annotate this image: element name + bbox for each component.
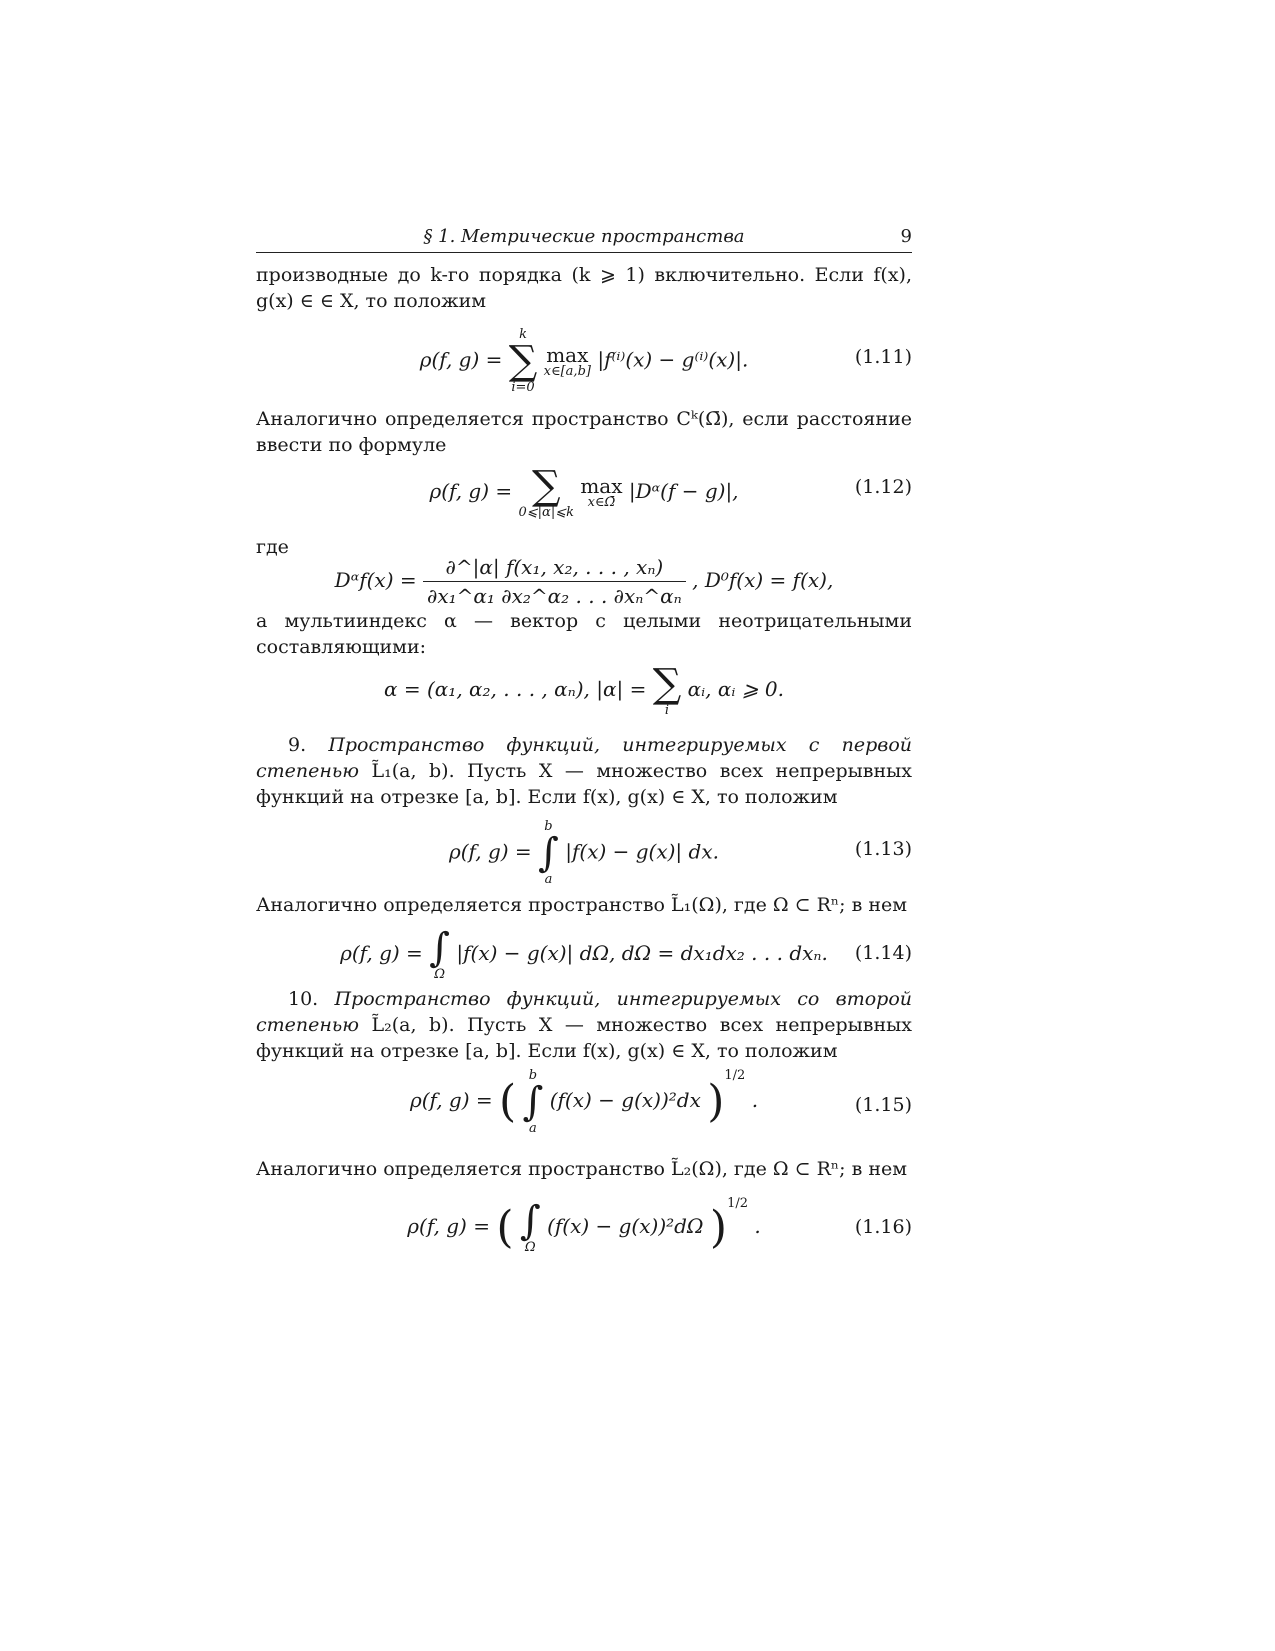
eqa-sum-bottom: i <box>664 703 670 718</box>
paragraph-4: а мультииндекс α — вектор с целыми неотрицательными составляющими: <box>256 610 912 658</box>
left-paren-icon: ( <box>498 1076 517 1127</box>
eqa-sum <box>652 661 682 718</box>
eq16-lhs: ρ(f, g) = <box>407 1214 490 1238</box>
eq16-end: . <box>754 1214 761 1238</box>
eq14-int-bottom: Ω <box>434 967 445 982</box>
paragraph-5 <box>256 732 912 810</box>
eq16-number: (1.16) <box>854 1216 912 1238</box>
paragraph-2: Аналогично определяется пространство Cᵏ(Ω̄), если расстояние ввести по формуле <box>256 408 912 456</box>
eq12-sum-bottom: 0⩽|α|⩽k <box>518 505 574 520</box>
equation-1-15 <box>256 1068 912 1140</box>
eq12-max-sub: x∈Ω̄ <box>587 495 616 510</box>
eq12-number: (1.12) <box>854 476 912 498</box>
equation-1-13 <box>256 819 912 887</box>
eq12-body: |Dᵅ(f − g)|, <box>628 479 739 503</box>
eq13-integral <box>538 820 559 886</box>
p7-body: L̃₂(a, b). Пусть X — множество всех непрерывных функций на отрезке [a, b]. Если f(x), g(x) ∈ X, то положим <box>256 1014 912 1062</box>
integral-symbol-icon: ∫ <box>522 1078 544 1125</box>
p5-body: L̃₁(a, b). Пусть X — множество всех непрерывных функций на отрезке [a, b]. Если f(x), g(x) ∈ X, то положим <box>256 760 912 808</box>
eq16-power: 1/2 <box>727 1196 748 1211</box>
eqd-numerator: ∂^|α| f(x₁, x₂, . . . , xₙ) <box>423 555 686 582</box>
eqd-denominator: ∂x₁^α₁ ∂x₂^α₂ . . . ∂xₙ^αₙ <box>426 584 682 608</box>
equation-multiindex <box>256 661 912 720</box>
eq11-sum-top: k <box>519 327 527 342</box>
eq11-number: (1.11) <box>854 346 912 368</box>
eq15-end: . <box>751 1088 759 1112</box>
right-paren-icon: ) <box>709 1202 728 1253</box>
integral-symbol-icon: ∫ <box>538 830 559 876</box>
eq15-int-bottom: a <box>529 1120 537 1136</box>
eq13-int-bottom: a <box>544 872 553 887</box>
p7-heading: Пространство функций, интегрируемых со второй степенью <box>256 988 912 1036</box>
eq12-max <box>580 476 622 509</box>
page-number: 9 <box>900 226 912 247</box>
paragraph-8: Аналогично определяется пространство L̃₂(Ω), где Ω ⊂ Rⁿ; в нем <box>256 1158 908 1180</box>
eq11-sum-bottom: i=0 <box>511 380 535 395</box>
eq15-power: 1/2 <box>724 1068 746 1083</box>
p5-number: 9. <box>288 734 307 756</box>
eq12-lhs: ρ(f, g) = <box>429 479 513 503</box>
eq15-integral <box>523 1069 544 1135</box>
paragraph-3: где <box>256 536 289 558</box>
equation-1-14 <box>256 925 912 984</box>
eq13-lhs: ρ(f, g) = <box>449 839 532 864</box>
eq11-max-op: max <box>546 342 589 367</box>
eq14-integral <box>429 925 451 982</box>
eq16-integral <box>519 1198 541 1255</box>
p5-heading: Пространство функций, интегрируемых с первой степенью <box>256 734 912 782</box>
eq13-int-top: b <box>544 819 553 834</box>
eq14-body: |f(x) − g(x)| dΩ, dΩ = dx₁dx₂ . . . dxₙ. <box>456 941 828 965</box>
eq13-body: |f(x) − g(x)| dx. <box>565 839 719 864</box>
eq11-lhs: ρ(f, g) = <box>419 347 503 372</box>
running-title: § 1. Метрические пространства <box>423 226 745 247</box>
paragraph-6: Аналогично определяется пространство L̃₁(Ω), где Ω ⊂ Rⁿ; в нем <box>256 894 908 916</box>
eqd-rhs: , D⁰f(x) = f(x), <box>692 568 834 592</box>
eq15-lhs: ρ(f, g) = <box>409 1088 493 1112</box>
paragraph-1: производные до k-го порядка (k ⩾ 1) включительно. Если f(x), g(x) ∈ ∈ X, то положим <box>256 264 912 312</box>
eq13-number: (1.13) <box>854 838 912 860</box>
eq11-max <box>543 342 591 379</box>
eq12-sum <box>518 463 574 520</box>
equation-1-11 <box>256 327 912 395</box>
eqa-lhs: α = (α₁, α₂, . . . , αₙ), |α| = <box>384 677 647 701</box>
sum-symbol-icon: ∑ <box>652 661 682 707</box>
left-paren-icon: ( <box>496 1202 514 1253</box>
eq11-body: |f⁽ⁱ⁾(x) − g⁽ⁱ⁾(x)|. <box>597 347 749 372</box>
eq12-max-op: max <box>580 474 623 498</box>
integral-symbol-icon: ∫ <box>519 1198 541 1244</box>
eq16-body: (f(x) − g(x))²dΩ <box>547 1214 704 1238</box>
eq15-number: (1.15) <box>854 1094 912 1116</box>
equation-1-16 <box>256 1196 912 1262</box>
p7-number: 10. <box>288 988 319 1010</box>
eq11-max-sub: x∈[a,b] <box>543 363 591 379</box>
eq14-lhs: ρ(f, g) = <box>340 941 423 965</box>
eqd-lhs: Dᵅf(x) = <box>334 568 417 592</box>
eq15-body: (f(x) − g(x))²dx <box>549 1088 701 1112</box>
eqd-fraction <box>423 555 686 608</box>
sum-symbol-icon: ∑ <box>508 338 538 384</box>
eq16-int-bottom: Ω <box>524 1240 536 1255</box>
integral-symbol-icon: ∫ <box>429 925 451 971</box>
sum-symbol-icon: ∑ <box>531 463 561 509</box>
eqa-rhs: αᵢ, αᵢ ⩾ 0. <box>687 677 784 701</box>
eq15-int-top: b <box>528 1067 538 1083</box>
equation-1-12 <box>256 463 912 526</box>
eq11-sum <box>509 328 538 394</box>
right-paren-icon: ) <box>707 1076 725 1127</box>
paragraph-7 <box>256 986 912 1064</box>
running-header <box>256 226 912 253</box>
eq14-number: (1.14) <box>854 942 912 964</box>
equation-derivative <box>256 555 912 611</box>
